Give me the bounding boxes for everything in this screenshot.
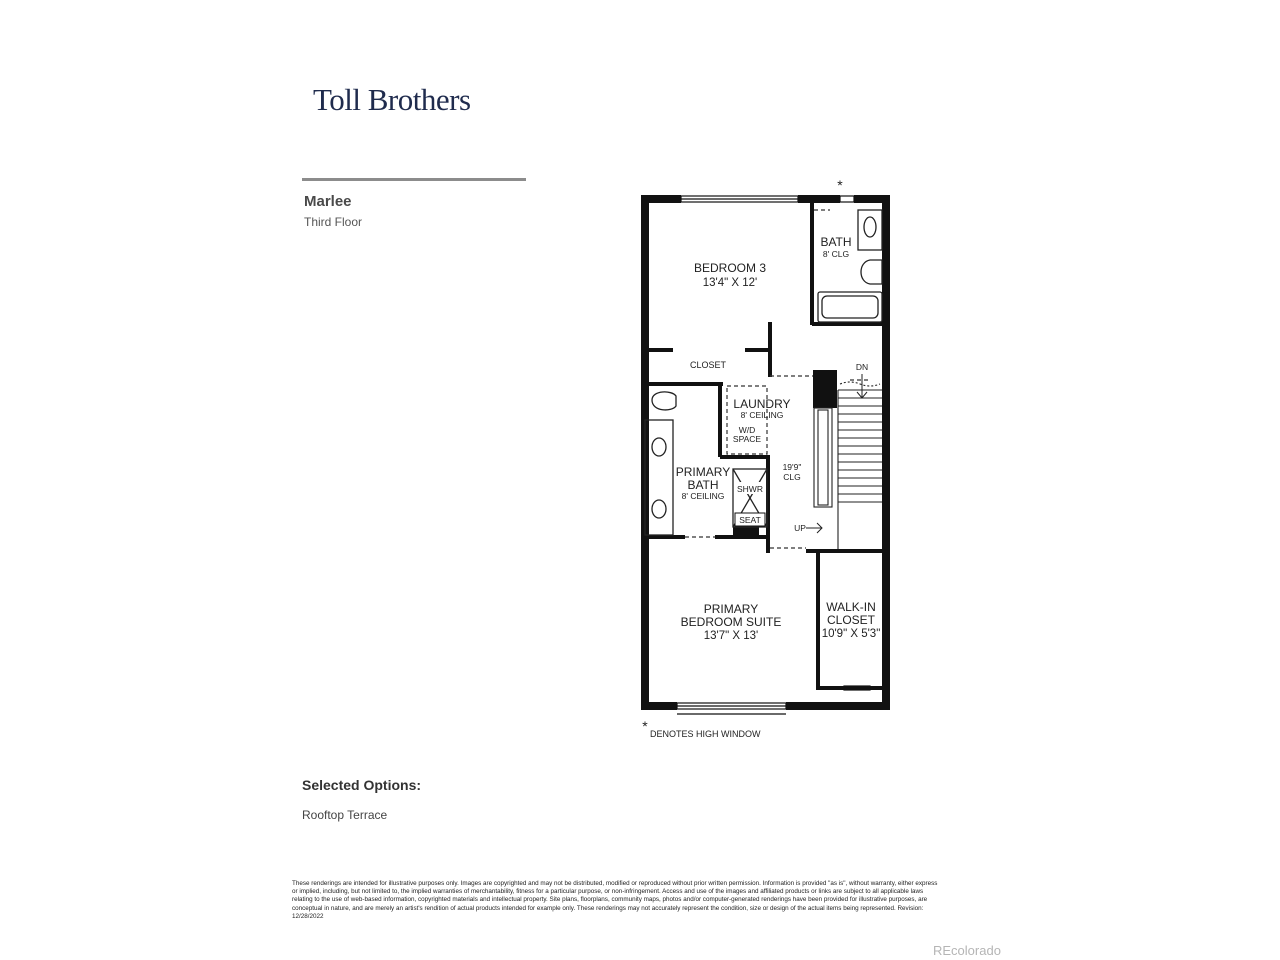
bath-label: BATH [820, 235, 852, 249]
primary-bath-ceiling: 8' CEILING [681, 491, 725, 501]
high-window-note: DENOTES HIGH WINDOW [650, 729, 761, 739]
stair-up-label: UP [794, 523, 806, 533]
stair-ceiling-1: 19'9" [782, 462, 802, 472]
stair-down-label: DN [855, 362, 869, 372]
toll-brothers-logo: Toll Brothers [313, 82, 471, 117]
stair-ceiling-2: CLG [783, 472, 801, 482]
recolorado-watermark: REcolorado [933, 943, 1001, 958]
primary-suite-size: 13'7" X 13' [703, 630, 759, 642]
primary-bath-label-1: PRIMARY [675, 465, 731, 479]
plan-floor: Third Floor [304, 215, 363, 229]
selected-options-title: Selected Options: [302, 777, 422, 793]
high-window-marker-top: * [837, 177, 843, 193]
walkin-size: 10'9" X 5'3" [821, 628, 881, 640]
bedroom3-size: 13'4" X 12' [702, 277, 758, 289]
closet-label: CLOSET [689, 360, 727, 370]
wd-space-line1: W/D [738, 425, 756, 435]
high-window-marker-legend: * [642, 718, 648, 734]
seat-label: SEAT [739, 515, 761, 525]
wd-space-line2: SPACE [732, 434, 762, 444]
selected-option-item: Rooftop Terrace [302, 808, 388, 822]
primary-bath-label-2: BATH [687, 478, 719, 492]
bath-ceiling: 8' CLG [822, 249, 850, 259]
shower-label: SHWR [737, 484, 763, 494]
laundry-ceiling: 8' CEILING [740, 410, 784, 420]
plan-name: Marlee [304, 193, 352, 210]
disclaimer-text: These renderings are intended for illustrative purposes only. Images are copyrighted and may not be distributed, modified or reproduced without prior written permission. Information is provided "as is", without warranty, either express or implied, including, but not limited to, the implied warranties of merchantability, fitness for a particular purpose, or non-infringement. Access and use of the images and affiliated products or links are subject to all applicable laws relating to the use of web-based information, copyrighted materials and intellectual property. Site plans, floorplans, community maps, photos and/or computer-generated renderings have been provided for illustrative purposes, are conceptual in nature, and are merely an artist's rendition of actual products intended for example only. These renderings may not accurately represent the condition, size or design of the actual items being represented. Revision: 12/28/2022 [292, 880, 938, 920]
laundry-label: LAUNDRY [733, 397, 791, 411]
walkin-label-2: CLOSET [826, 613, 876, 627]
bedroom3-label: BEDROOM 3 [693, 261, 767, 275]
primary-suite-label-1: PRIMARY [703, 602, 759, 616]
walkin-label-1: WALK-IN [826, 600, 876, 614]
primary-suite-label-2: BEDROOM SUITE [680, 615, 782, 629]
